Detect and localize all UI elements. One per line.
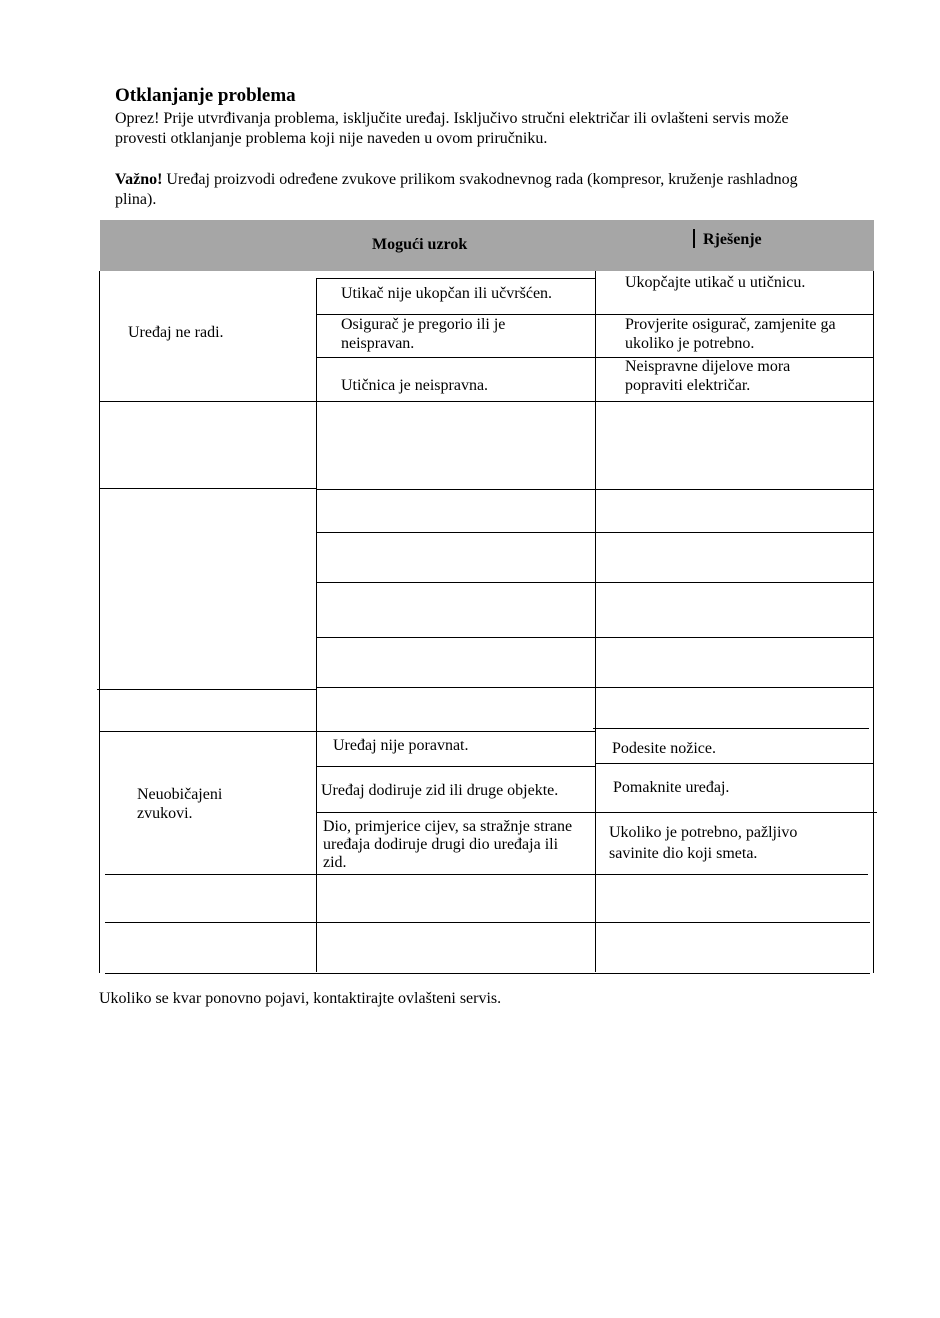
col3-line [595,532,873,533]
col2-line [316,922,595,923]
col3-line [595,637,873,638]
col2-line [316,812,595,813]
col3-line [593,728,869,729]
solution-cell: Neispravne dijelove mora popraviti električar. [625,358,791,394]
cause-cell: Osigurač je pregorio ili je neispravan. [341,316,506,352]
important-paragraph [115,170,835,210]
col3-line [595,687,873,688]
col1-line [105,874,316,875]
col1-line [100,401,316,402]
col3-line [595,401,873,402]
table-border-left [99,271,100,973]
col1-line [100,488,316,489]
header-cause: Mogući uzrok [372,236,468,253]
header-solution: Rješenje [703,231,762,248]
col3-line [595,763,873,764]
caution-paragraph: Oprez! Prije utvrđivanja problema, isključite uređaj. Isključivo stručni električar ili ovlašteni servis može provesti otklanjanje problema koji nije naveden u ovom priručniku. [115,110,789,147]
cause-cell: Uređaj nije poravnat. [333,737,469,754]
col2-line [316,874,595,875]
solution-cell: Ukopčajte utikač u utičnicu. [625,274,806,291]
footer-note: Ukoliko se kvar ponovno pojavi, kontaktirajte ovlašteni servis. [99,990,502,1007]
solution-cell: Pomaknite uređaj. [613,779,730,796]
table-col-divider-1 [316,278,317,972]
table-col-divider-2 [595,271,596,972]
col2-line [316,766,595,767]
cause-cell: Utikač nije ukopčan ili učvršćen. [341,285,553,302]
col2-line [316,582,595,583]
cause-cell: Dio, primjerice cijev, sa stražnje strane uređaja dodiruje drugi dio uređaja ili zid. [323,818,573,871]
col2-line [316,687,595,688]
problem-label: Uređaj ne radi. [128,324,224,341]
col2-line [316,401,595,402]
solution-cell: Provjerite osigurač, zamjenite ga ukoliko je potrebno. [625,316,836,352]
col2-line [316,637,595,638]
col1-line [105,922,316,923]
important-label: Važno! [115,171,163,188]
col3-line [595,874,868,875]
solution-cell: Podesite nožice. [612,740,716,757]
col3-line [595,582,873,583]
col2-line [316,532,595,533]
col2-line [316,489,595,490]
cause-cell: Uređaj dodiruje zid ili druge objekte. [321,782,559,799]
col1-line [100,731,316,732]
table-border-bottom [105,973,870,974]
problem-label: Neuobičajeni zvukovi. [137,786,223,822]
col3-line [595,489,873,490]
col3-line [595,812,877,813]
col2-line [316,278,595,279]
col2-line [316,357,595,358]
col2-line [316,731,595,732]
col3-line [595,922,870,923]
page-title: Otklanjanje problema [115,85,296,106]
solution-cell: Ukoliko je potrebno, pažljivo savinite dio koji smeta. [609,824,798,862]
table-border-right [873,271,874,973]
important-text: Uređaj proizvodi određene zvukove prilikom svakodnevnog rada (kompresor, kruženje rashladnog plina). [115,171,798,208]
cause-cell: Utičnica je neispravna. [341,377,489,394]
header-divider-mark [693,229,695,248]
col1-line [97,689,316,690]
